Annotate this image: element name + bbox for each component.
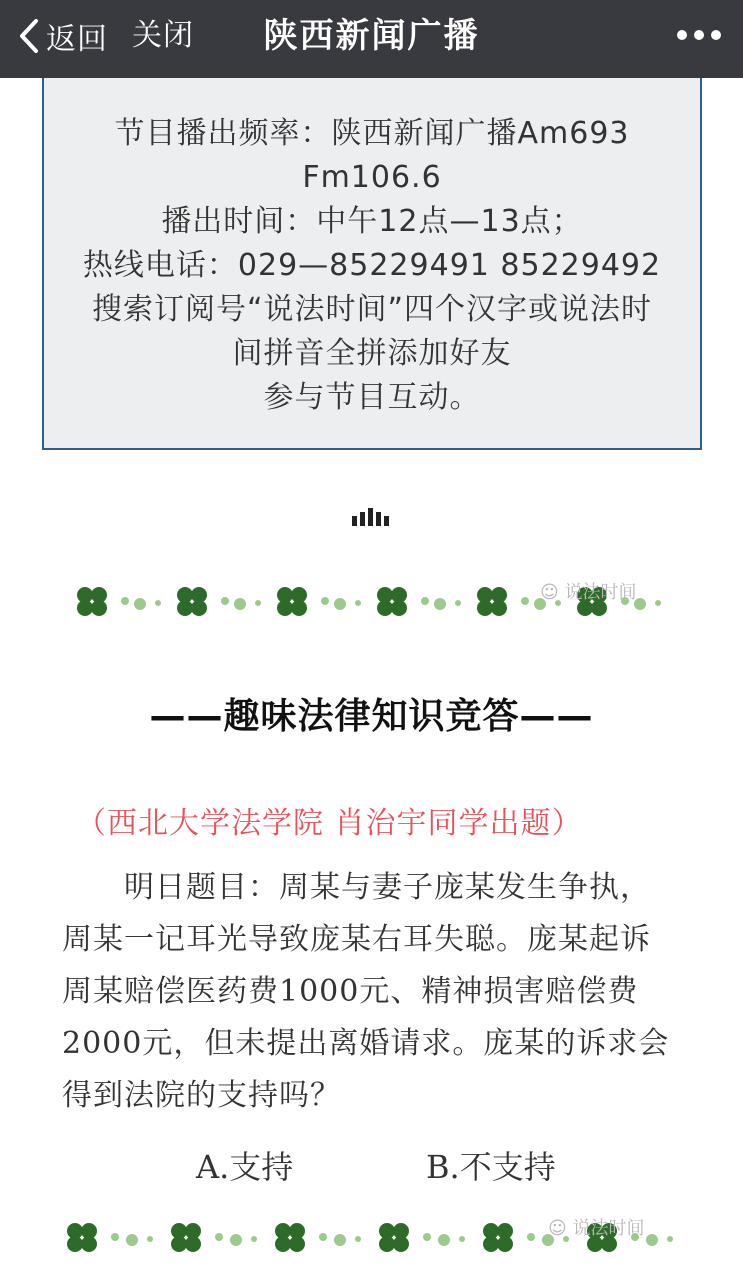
question-line: 明日题目：周某与妻子庞某发生争执，	[62, 870, 651, 905]
chevron-left-icon	[18, 18, 40, 54]
question-line: 得到法院的支持吗？	[62, 1078, 341, 1113]
info-line: 间拼音全拼添加好友	[232, 336, 512, 371]
option-b: B.不支持	[426, 1148, 556, 1186]
question-text	[62, 862, 682, 1122]
info-line: Fm106.6	[302, 160, 442, 195]
watermark-text: 说法时间	[572, 1218, 645, 1239]
info-line: 播出时间：中午12点—13点；	[161, 204, 583, 239]
info-line: 搜索订阅号“说法时间”四个汉字或说法时	[91, 292, 653, 327]
program-info-box	[42, 78, 702, 450]
page-title: 陕西新闻广播	[263, 16, 480, 56]
wechat-icon: ☺	[540, 582, 559, 603]
info-line: 节目播出频率：陕西新闻广播Am693	[114, 116, 630, 151]
top-nav-bar	[0, 0, 743, 78]
watermark	[548, 1214, 645, 1240]
question-source: （西北大学法学院 肖治宇同学出题）	[76, 806, 583, 841]
back-label: 返回	[46, 22, 108, 57]
more-dots-icon[interactable]	[675, 20, 723, 52]
question-line: 周某赔偿医药费1000元、精神损害赔偿费	[62, 974, 639, 1009]
close-button[interactable]: 关闭	[132, 18, 194, 53]
info-line: 热线电话：029—85229491 85229492	[82, 248, 662, 283]
back-button[interactable]	[18, 14, 108, 58]
watermark	[540, 578, 637, 604]
wechat-icon: ☺	[548, 1218, 567, 1239]
watermark-text: 说法时间	[564, 582, 637, 603]
section-heading: ——趣味法律知识竞答——	[149, 696, 594, 737]
question-line: 2000元，但未提出离婚请求。庞某的诉求会	[62, 1026, 670, 1061]
info-line: 参与节目互动。	[263, 380, 481, 415]
bars-ornament-icon	[352, 508, 396, 526]
question-line: 周某一记耳光导致庞某右耳失聪。庞某起诉	[62, 922, 651, 957]
option-a: A.支持	[196, 1148, 294, 1186]
